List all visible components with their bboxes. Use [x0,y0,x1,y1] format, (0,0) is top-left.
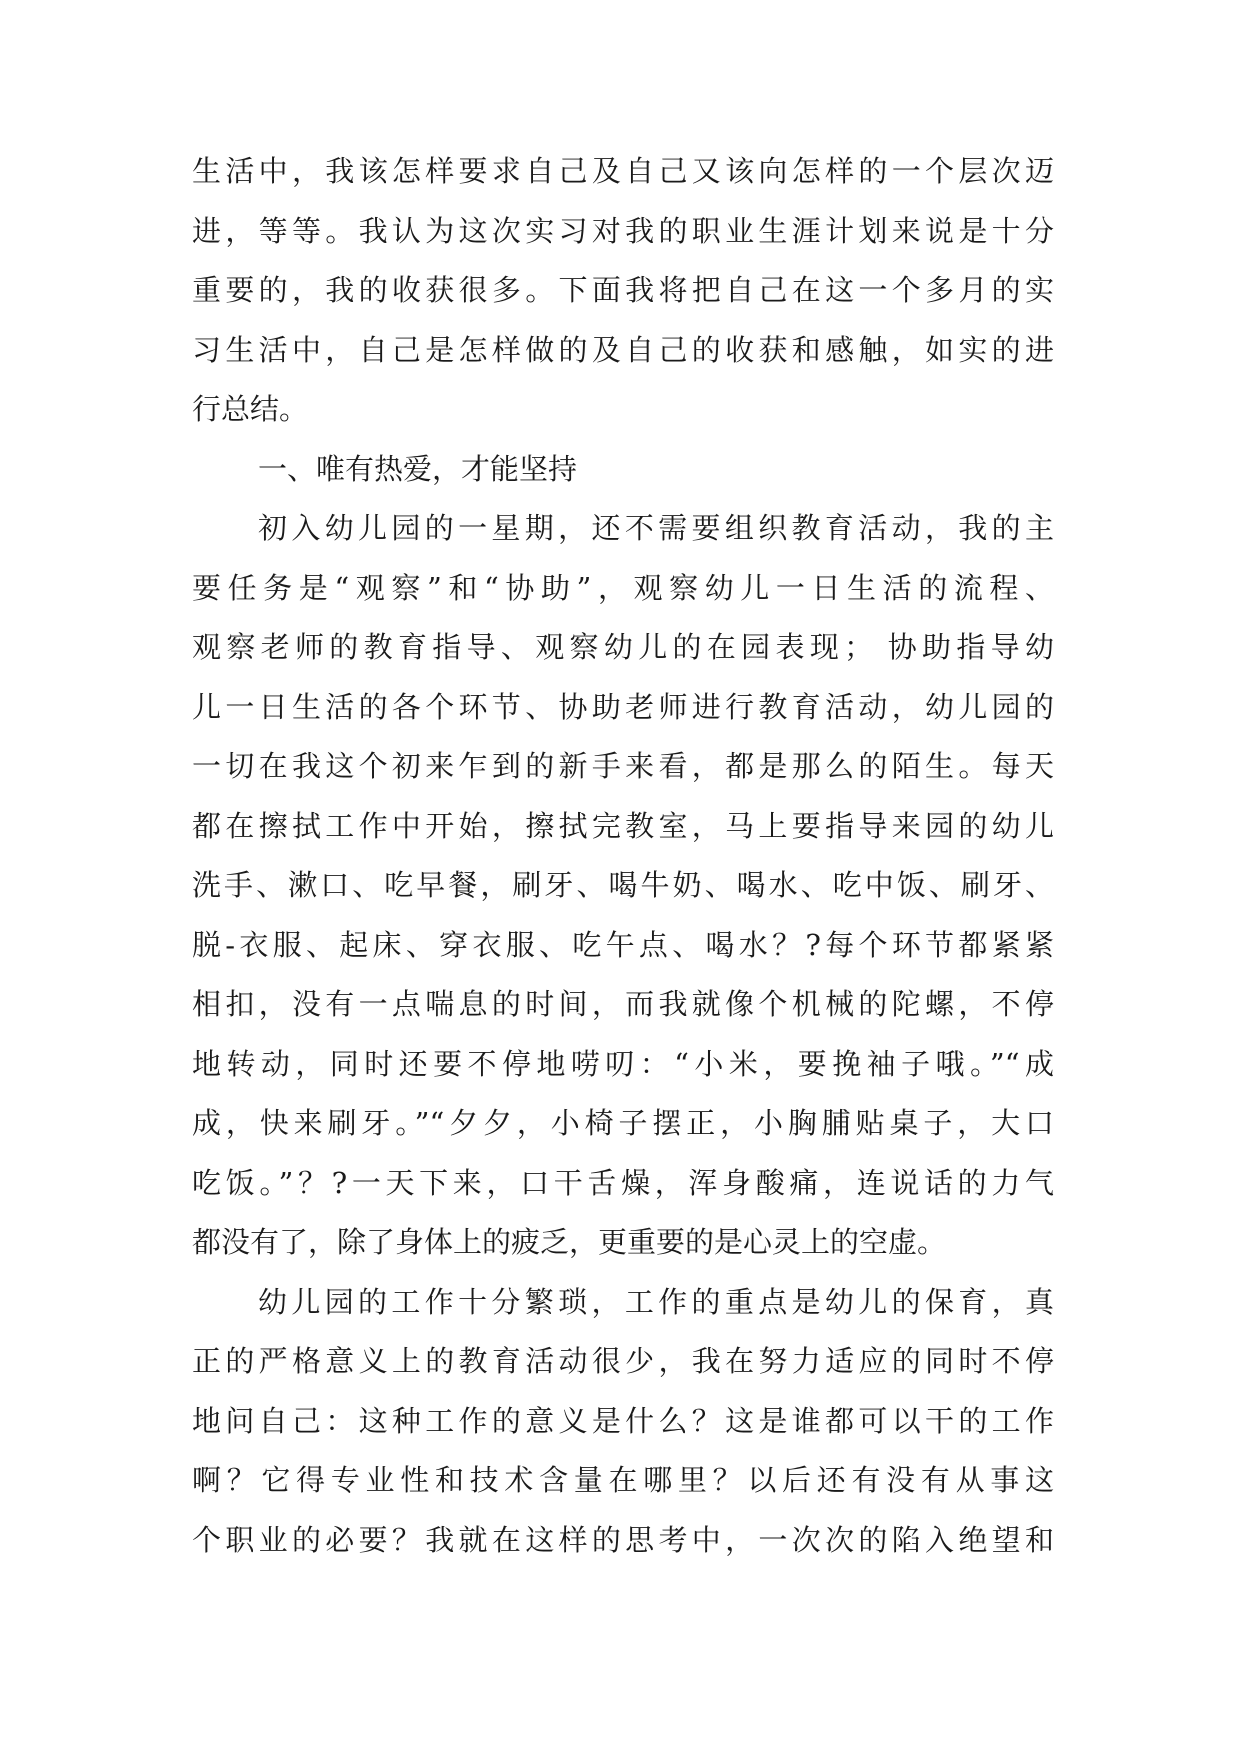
text-line: 吃饭。”？?一天下来，口干舌燥，浑身酸痛，连说话的力气 [192,1165,1054,1200]
text-line: 都在擦拭工作中开始，擦拭完教室，马上要指导来园的幼儿 [192,808,1054,843]
text-line: 一切在我这个初来乍到的新手来看，都是那么的陌生。每天 [192,749,1054,783]
text-line: 要任务是“观察”和“协助”，观察幼儿一日生活的流程、 [192,570,1054,605]
text-line: 成，快来刷牙。”“夕夕，小椅子摆正，小胸脯贴桌子，大口 [192,1106,1054,1140]
text-line: 脱-衣服、起床、穿衣服、吃午点、喝水？?每个环节都紧紧 [192,927,1054,962]
text-line: 洗手、漱口、吃早餐，刷牙、喝牛奶、喝水、吃中饭、刷牙、 [192,868,1054,902]
document-body [192,142,1054,1570]
text-line: 地问自己：这种工作的意义是什么？这是谁都可以干的工作 [192,1403,1054,1438]
text-line: 进，等等。我认为这次实习对我的职业生涯计划来说是十分 [192,213,1054,248]
text-line: 正的严格意义上的教育活动很少，我在努力适应的同时不停 [192,1344,1054,1378]
text-line: 重要的，我的收获很多。下面我将把自己在这一个多月的实 [192,273,1054,307]
text-line: 啊？它得专业性和技术含量在哪里？以后还有没有从事这 [192,1463,1054,1497]
text-line: 习生活中，自己是怎样做的及自己的收获和感触，如实的进 [192,332,1054,367]
text-line: 幼儿园的工作十分繁琐，工作的重点是幼儿的保育，真 [258,1284,1054,1319]
text-line: 行总结。 [192,392,309,426]
text-line: 儿一日生活的各个环节、协助老师进行教育活动，幼儿园的 [192,689,1054,724]
text-line: 一、唯有热爱，才能坚持 [258,451,578,486]
text-line: 观察老师的教育指导、观察幼儿的在园表现； 协助指导幼 [192,630,1054,664]
text-line: 个职业的必要？我就在这样的思考中，一次次的陷入绝望和 [192,1522,1054,1557]
text-line: 初入幼儿园的一星期，还不需要组织教育活动，我的主 [258,511,1054,545]
text-line: 相扣，没有一点喘息的时间，而我就像个机械的陀螺，不停 [192,987,1054,1021]
text-line: 生活中，我该怎样要求自己及自己又该向怎样的一个层次迈 [192,154,1054,188]
text-line: 地转动，同时还要不停地唠叨：“小米，要挽袖子哦。”“成 [192,1046,1054,1081]
text-line: 都没有了，除了身体上的疲乏，更重要的是心灵上的空虚。 [192,1225,947,1259]
